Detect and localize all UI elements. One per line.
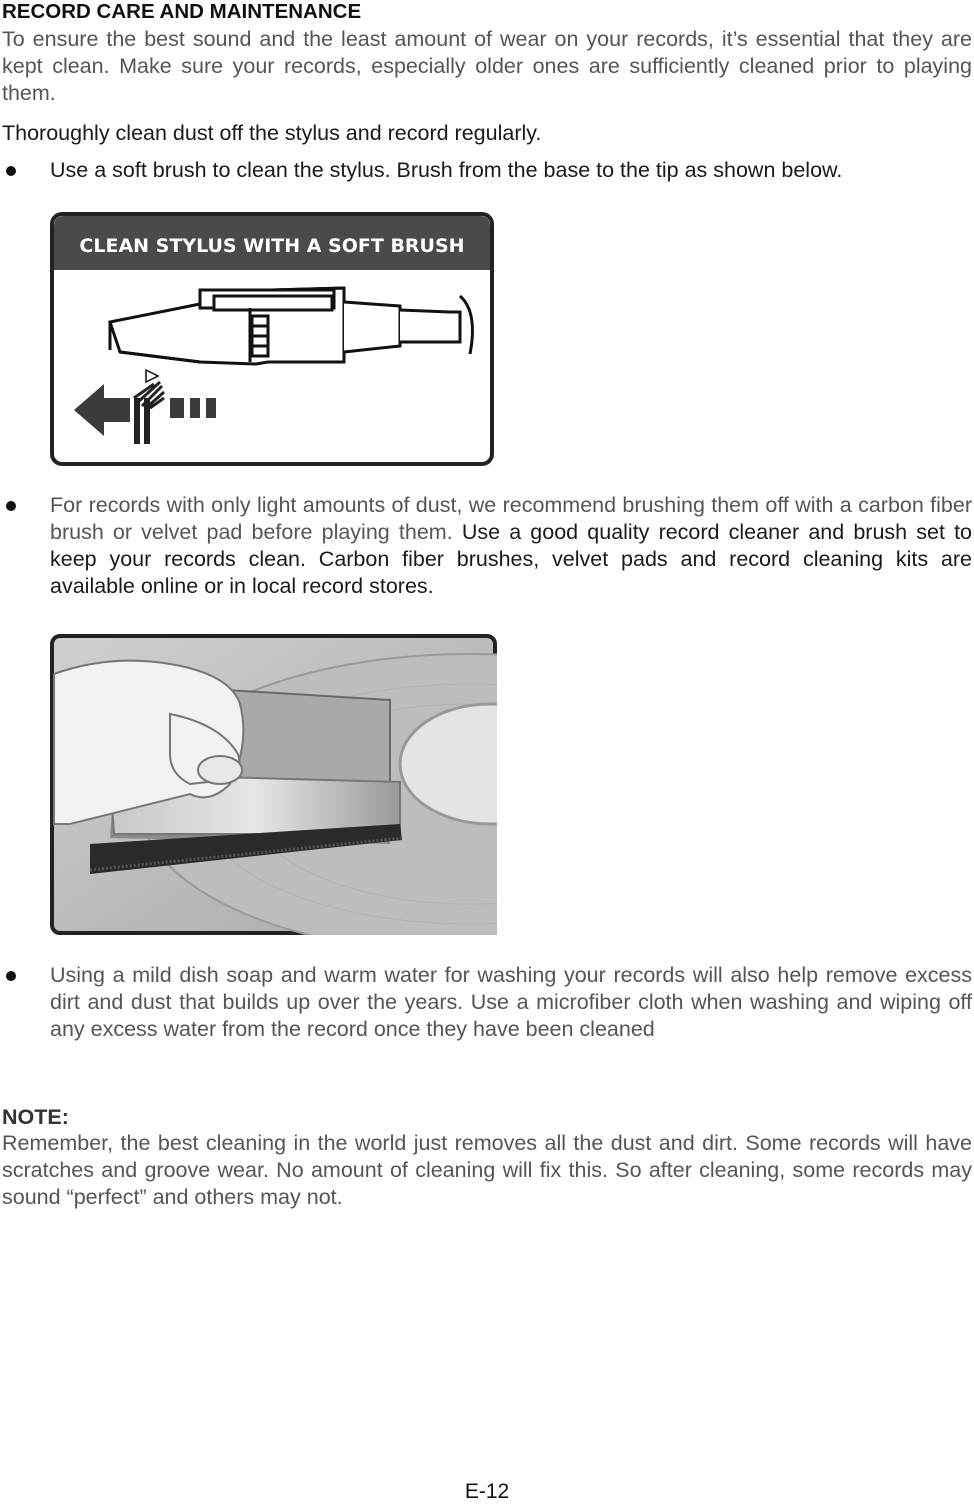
bullet-stylus-brush bbox=[0, 157, 972, 184]
bullet-text-light: For records with only light amounts of dust, we recommend brushing them off with a carbon fiber brush or velvet pad before playing them. bbox=[50, 493, 972, 544]
bullet-text bbox=[50, 492, 972, 600]
motion-dash bbox=[170, 398, 184, 418]
intro-paragraph: To ensure the best sound and the least amount of wear on your records, it’s essential that they are kept clean. Make sure your records, especially older ones are sufficiently cleaned prior to playing them. bbox=[2, 27, 972, 105]
bullet-dot-icon bbox=[6, 971, 16, 981]
note-label: NOTE: bbox=[2, 1105, 69, 1129]
bullet-text-dark: Use a good quality record cleaner and brush set to keep your records clean. Carbon fiber brushes, velvet pads and record cleaning kits are available online or in local record stores. bbox=[50, 520, 973, 598]
bullet-text: Use a soft brush to clean the stylus. Brush from the base to the tip as shown below. bbox=[50, 158, 843, 182]
page-number: E-12 bbox=[464, 1480, 510, 1503]
diagram-banner-text: CLEAN STYLUS WITH A SOFT BRUSH bbox=[79, 235, 465, 257]
motion-dash bbox=[206, 398, 216, 418]
bullet-washing bbox=[0, 962, 972, 1043]
bullet-record-brushing bbox=[0, 492, 972, 600]
subheading: Thoroughly clean dust off the stylus and record regularly. bbox=[2, 121, 542, 145]
bullet-dot-icon bbox=[6, 501, 16, 511]
motion-dash bbox=[190, 398, 200, 418]
bullet-dot-icon bbox=[6, 166, 16, 176]
stylus-cleaning-diagram bbox=[50, 212, 496, 468]
bullet-text: Using a mild dish soap and warm water for washing your records will also help remove excess dirt and dust that builds up over the years. Use a microfiber cloth when washing and wiping off any excess water from the record once they have been cleaned bbox=[50, 963, 972, 1041]
page-heading: RECORD CARE AND MAINTENANCE bbox=[2, 0, 362, 23]
note-text: Remember, the best cleaning in the world just removes all the dust and dirt. Some records will have scratches and groove wear. No amount of cleaning will fix this. So after cleaning, some records may sound “perfect” and others may not. bbox=[2, 1131, 972, 1209]
record-brush-photo bbox=[50, 634, 497, 935]
